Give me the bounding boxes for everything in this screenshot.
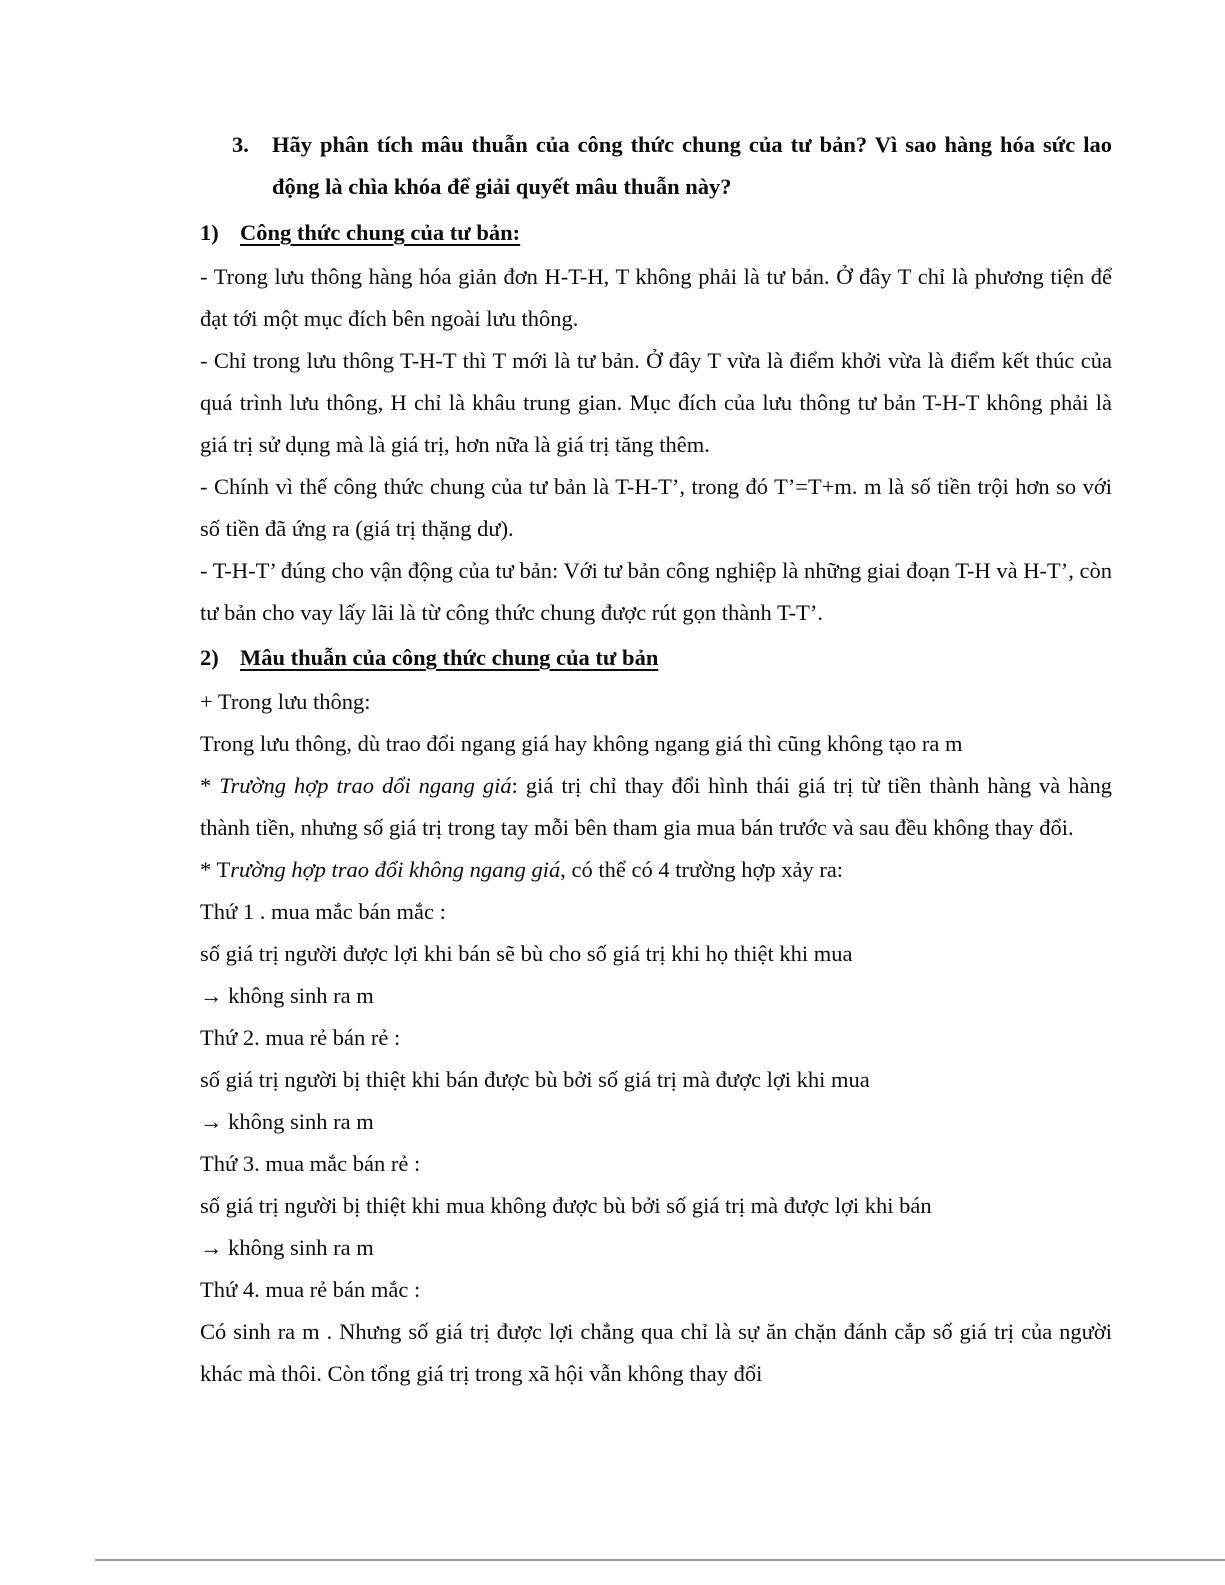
footer-divider (95, 1559, 1225, 1561)
bullet-marker: * T (200, 857, 231, 882)
paragraph: - Chỉ trong lưu thông T-H-T thì T mới là tư bản. Ở đây T vừa là điểm khởi vừa là điểm kết thúc của quá trình lưu thông, H chỉ là khâu trung gian. Mục đích của lưu thông tư bản T-H-T không phải là giá trị sử dụng mà là giá trị, hơn nữa là giá trị tăng thêm. (200, 348, 1112, 457)
case-heading: Thứ 1 . mua mắc bán mắc : (200, 899, 446, 924)
case-body: số giá trị người bị thiệt khi bán được bù bởi số giá trị mà được lợi khi mua (200, 1067, 870, 1092)
section-2-heading (200, 637, 1112, 679)
paragraph-rest: , có thể có 4 trường hợp xảy ra: (560, 857, 844, 882)
paragraph-equal-exchange (200, 765, 1112, 849)
question-number: 3. (232, 132, 249, 157)
question-heading (232, 124, 1112, 208)
case-arrow-result: → không sinh ra m (200, 983, 374, 1008)
section-2-number: 2) (200, 645, 219, 670)
paragraph: - T-H-T’ đúng cho vận động của tư bản: Với tư bản công nghiệp là những giai đoạn T-H và H-T’, còn tư bản cho vay lấy lãi là từ công thức chung được rút gọn thành T-T’. (200, 558, 1112, 625)
case-heading: Thứ 4. mua rẻ bán mắc : (200, 1277, 421, 1302)
paragraph-rest: : giá trị chỉ thay đổi hình thái giá trị từ tiền thành hàng và hàng thành tiền, nhưng số giá trị trong tay mỗi bên tham gia mua bán trước và sau đều không thay đổi. (200, 773, 1112, 840)
italic-phrase: Trường hợp trao dổi ngang giá (219, 773, 512, 798)
case-heading: Thứ 3. mua mắc bán rẻ : (200, 1151, 421, 1176)
section-1-number: 1) (200, 220, 219, 245)
paragraph: - Trong lưu thông hàng hóa giản đơn H-T-H, T không phải là tư bản. Ở đây T chỉ là phương tiện để đạt tới một mục đích bên ngoài lưu thông. (200, 264, 1112, 331)
section-2-title: Mâu thuẫn của công thức chung của tư bản (240, 645, 659, 670)
paragraph: - Chính vì thế công thức chung của tư bản là T-H-T’, trong đó T’=T+m. m là số tiền trội hơn so với số tiền đã ứng ra (giá trị thặng dư). (200, 474, 1112, 541)
case-heading: Thứ 2. mua rẻ bán rẻ : (200, 1025, 401, 1050)
case-body: số giá trị người bị thiệt khi mua không được bù bởi số giá trị mà được lợi khi bán (200, 1193, 932, 1218)
section-1-title: Công thức chung của tư bản: (240, 220, 521, 245)
case-arrow-result: → không sinh ra m (200, 1109, 374, 1134)
document-body (200, 124, 1112, 1395)
section-1-heading (200, 212, 1112, 254)
paragraph: + Trong lưu thông: (200, 689, 371, 714)
paragraph: Trong lưu thông, dù trao đổi ngang giá hay không ngang giá thì cũng không tạo ra m (200, 731, 963, 756)
italic-phrase: rường hợp trao đổi không ngang giá (230, 857, 561, 882)
paragraph-unequal-exchange (200, 849, 1112, 891)
case-body: Có sinh ra m . Nhưng số giá trị được lợi chẳng qua chỉ là sự ăn chặn đánh cắp số giá trị của người khác mà thôi. Còn tổng giá trị trong xã hội vẫn không thay đổi (200, 1319, 1112, 1386)
case-arrow-result: → không sinh ra m (200, 1235, 374, 1260)
bullet-marker: * (200, 773, 220, 798)
question-text: Hãy phân tích mâu thuẫn của công thức chung của tư bản? Vì sao hàng hóa sức lao động là chìa khóa để giải quyết mâu thuẫn này? (272, 132, 1112, 199)
case-body: số giá trị người được lợi khi bán sẽ bù cho số giá trị khi họ thiệt khi mua (200, 941, 853, 966)
